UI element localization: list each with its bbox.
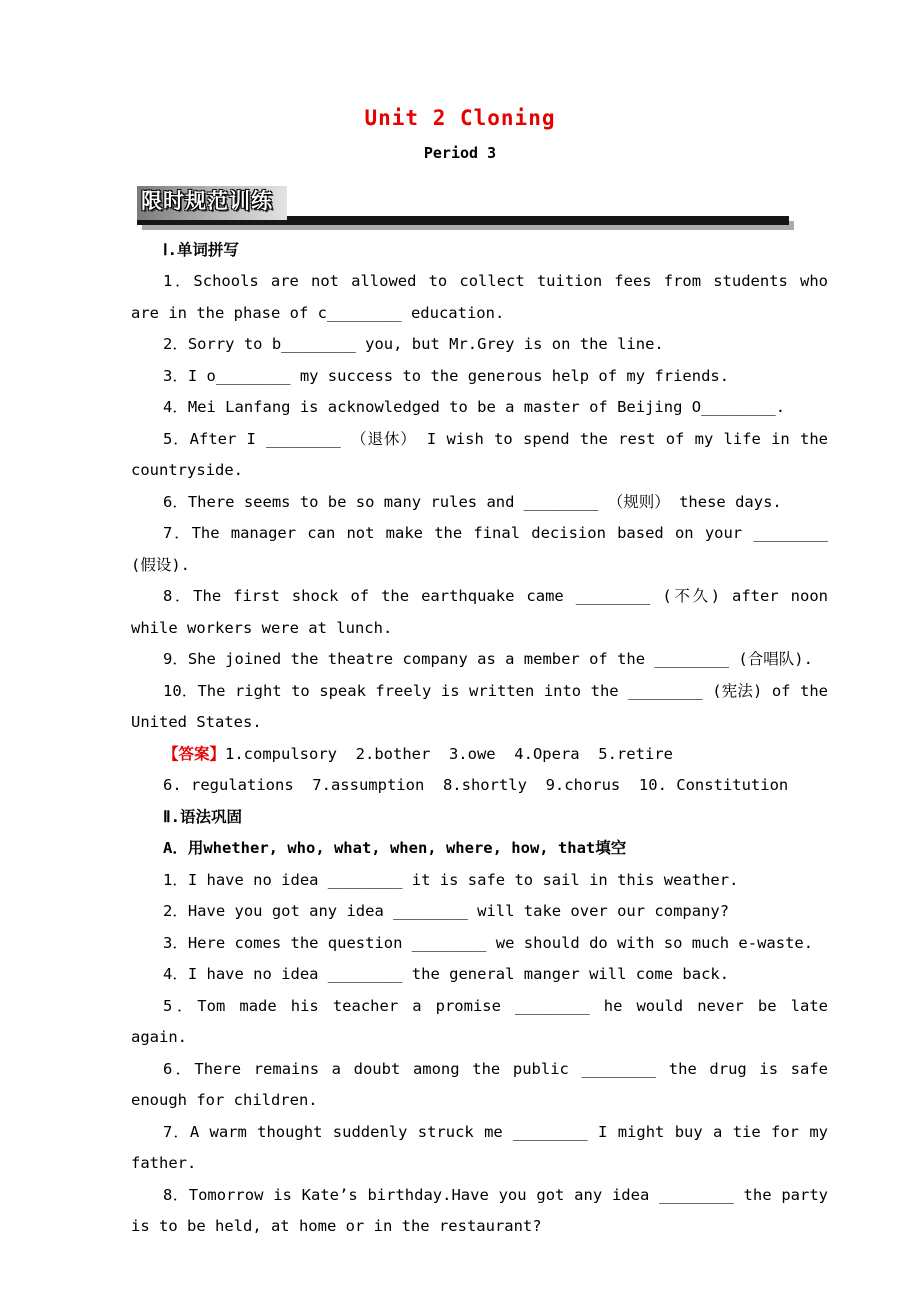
- s1-item-1: 1．Schools are not allowed to collect tuition fees from students who are in the phase of c________ education.: [131, 272, 828, 322]
- banner-title: 限时规范训练: [141, 189, 273, 213]
- banner-label-background: [137, 186, 287, 220]
- s1-item-9: 9．She joined the theatre company as a member of the ________ (合唱队).: [163, 650, 813, 668]
- section1-heading: Ⅰ.单词拼写: [163, 240, 239, 259]
- s1-item-4: 4．Mei Lanfang is acknowledged to be a master of Beijing O________.: [163, 398, 786, 416]
- answer-text-2: 6. regulations 7.assumption 8.shortly 9.chorus 10. Constitution: [163, 776, 789, 794]
- answer-label: 【答案】: [163, 744, 226, 763]
- s2-item-8: 8．Tomorrow is Kate’s birthday.Have you got any idea ________ the party is to be held, at home or in the restaurant?: [131, 1185, 828, 1235]
- s1-item-7: 7．The manager can not make the final decision based on your ________ (假设).: [131, 524, 828, 574]
- s2-item-2: 2．Have you got any idea ________ will take over our company?: [163, 902, 730, 920]
- s2-item-6: 6．There remains a doubt among the public ________ the drug is safe enough for children.: [131, 1059, 828, 1109]
- section2-heading: Ⅱ.语法巩固: [163, 807, 242, 826]
- s2-item-1: 1．I have no idea ________ it is safe to sail in this weather.: [163, 870, 739, 889]
- s1-answer-line-2: [131, 770, 828, 802]
- s2-item-3: 3．Here comes the question ________ we should do with so much e-waste.: [163, 933, 814, 952]
- s1-item-5: 5．After I ________ （退休） I wish to spend the rest of my life in the countryside.: [131, 429, 828, 479]
- answer-text-1: 1.compulsory 2.bother 3.owe 4.Opera 5.retire: [225, 744, 673, 763]
- page-title: Unit 2 Cloning: [364, 106, 556, 130]
- s1-item-2: 2．Sorry to b________ you, but Mr.Grey is on the line.: [163, 335, 664, 353]
- s1-item-6: 6．There seems to be so many rules and ________ （规则） these days.: [163, 492, 782, 511]
- section2-subheading: A．用whether, who, what, when, where, how, that填空: [163, 839, 627, 857]
- s2-item-5: 5．Tom made his teacher a promise ________ he would never be late again.: [131, 996, 828, 1046]
- s1-item-10: 10．The right to speak freely is written into the ________ (宪法) of the United States.: [131, 681, 828, 731]
- section-banner: [137, 186, 789, 225]
- document-header: [0, 0, 920, 162]
- page-subtitle: Period 3: [423, 144, 497, 162]
- document-body: [0, 162, 920, 1283]
- s2-item-4: 4．I have no idea ________ the general manger will come back.: [163, 965, 730, 983]
- s1-item-8: 8．The first shock of the earthquake came ________ (不久) after noon while workers were at lunch.: [131, 587, 828, 637]
- s2-item-7: 7．A warm thought suddenly struck me ________ I might buy a tie for my father.: [131, 1122, 828, 1172]
- s1-answer-line-1: [131, 739, 828, 771]
- s1-item-3: 3．I o________ my success to the generous help of my friends.: [163, 366, 730, 385]
